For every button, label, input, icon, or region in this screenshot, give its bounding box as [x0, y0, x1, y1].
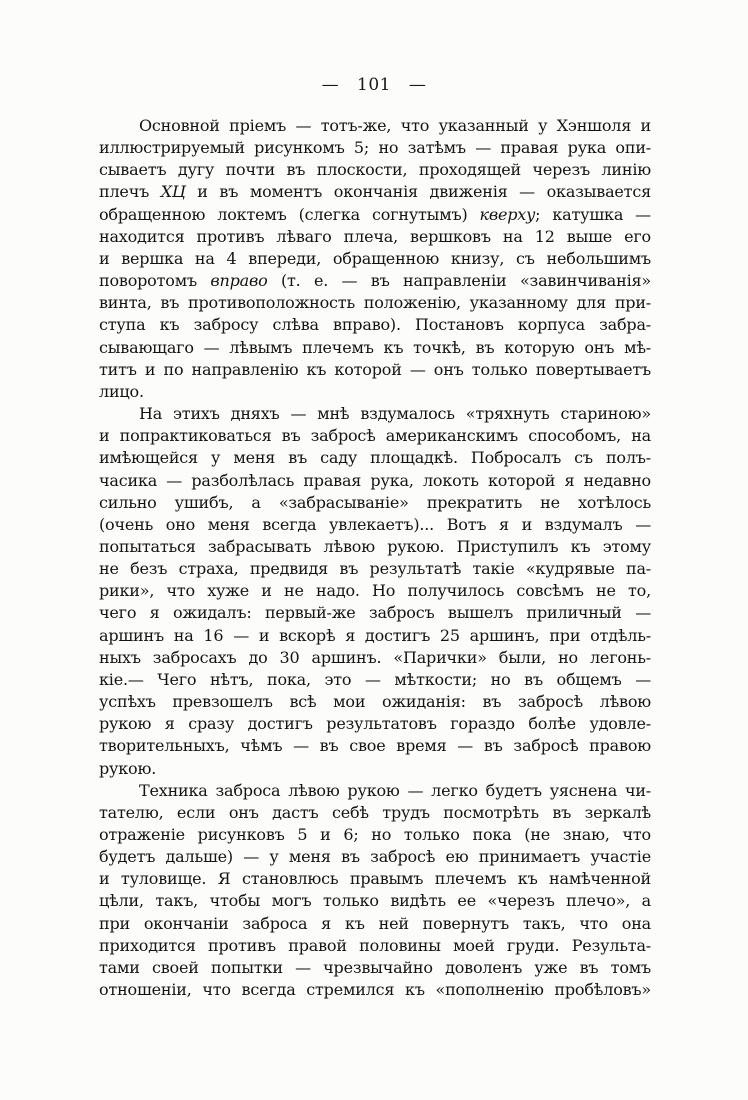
- line-segment-italic: ХЦ: [160, 182, 186, 202]
- text-line: лицо.: [99, 381, 144, 401]
- text-line: и попрактиковаться въ забросѣ американскимъ способомъ, на: [99, 426, 651, 446]
- text-line: (очень оно меня всегда увлекаетъ)... Вотъ я и вздумалъ —: [99, 514, 651, 534]
- line-segment-italic: кверху: [479, 204, 536, 224]
- text-line: рукою я сразу достигъ результатовъ гораздо болѣе удовле-: [99, 714, 651, 734]
- text-line: [99, 204, 651, 226]
- text-line: сильно ушибъ, а «забрасываніе» прекратить не хотѣлось: [99, 492, 651, 512]
- text-line: и туловище. Я становлюсь правымъ плечемъ къ намѣченной: [99, 869, 651, 889]
- text-line: при окончаніи заброса я къ ней повернутъ такъ, что она: [99, 913, 651, 933]
- text-block: [99, 115, 651, 1001]
- text-line: рики», что хуже и не надо. Но получилось совсѣмъ не то,: [99, 581, 651, 601]
- line-segment: (т. е. — въ направленіи «завинчиванія»: [267, 271, 651, 291]
- text-line: рукою.: [99, 758, 157, 778]
- text-line: На этихъ дняхъ — мнѣ вздумалось «тряхнуть стариною»: [139, 404, 651, 424]
- line-segment: обращенною локтемъ (слегка согнутымъ): [99, 204, 480, 224]
- text-line: находится противъ лѣваго плеча, вершковъ на 12 выше его: [99, 226, 651, 246]
- paragraph: [99, 403, 651, 780]
- text-line: часика — разболѣлась правая рука, локоть которой я недавно: [99, 470, 651, 490]
- text-line: будетъ дальше) — у меня въ забросѣ ею принимаетъ участіе: [99, 847, 651, 867]
- paragraph: [99, 780, 651, 1002]
- text-line: аршинъ на 16 — и вскорѣ я достигъ 25 аршинъ, при отдѣль-: [99, 625, 651, 645]
- page-number: — 101 —: [321, 75, 427, 95]
- text-line: сываетъ дугу почти въ плоскости, проходящей черезъ линію: [99, 160, 651, 180]
- line-segment: и въ моментъ окончанія движенія — оказывается: [185, 182, 651, 202]
- text-line: ступа къ забросу слѣва вправо). Постановъ корпуса забра-: [99, 315, 651, 335]
- text-line: Техника заброса лѣвою рукою — легко будетъ уяснена чи-: [139, 780, 651, 800]
- line-segment: поворотомъ: [99, 271, 211, 291]
- text-line: иллюстрируемый рисункомъ 5; но затѣмъ — правая рука опи-: [99, 138, 651, 158]
- text-line: титъ и по направленію къ которой — онъ только повертываетъ: [99, 359, 651, 379]
- text-line: [99, 270, 651, 292]
- text-line: цѣли, такъ, чтобы могъ только видѣть ее «черезъ плечо», а: [99, 891, 651, 911]
- text-line: попытаться забрасывать лѣвою рукою. Приступилъ къ этому: [99, 536, 651, 556]
- text-line: сывающаго — лѣвымъ плечемъ къ точкѣ, въ которую онъ мѣ-: [99, 337, 651, 357]
- text-line: чего я ожидалъ: первый-же забросъ вышелъ приличный —: [99, 603, 651, 623]
- text-line: Основной пріемъ — тотъ-же, что указанный у Хэншоля и: [139, 116, 651, 135]
- text-line: успѣхъ превзошелъ всѣ мои ожиданія: въ забросѣ лѣвою: [99, 692, 651, 712]
- text-line: творительныхъ, чѣмъ — въ свое время — въ забросѣ правою: [99, 736, 651, 756]
- text-line: и вершка на 4 впереди, обращенною книзу, съ небольшимъ: [99, 248, 651, 268]
- text-line: имѣющейся у меня въ саду площадкѣ. Побросалъ съ полъ-: [99, 448, 651, 468]
- text-line: отношеніи, что всегда стремился къ «пополненію пробѣловъ»: [99, 980, 651, 1000]
- paragraph: [99, 115, 651, 403]
- text-line: тателю, если онъ дастъ себѣ трудъ посмотрѣть въ зеркалѣ: [99, 802, 651, 822]
- text-line: винта, въ противоположность положенію, указанному для при-: [99, 293, 651, 313]
- text-line: ныхъ забросахъ до 30 аршинъ. «Парички» были, но легонь-: [99, 647, 651, 667]
- text-line: тами своей попытки — чрезвычайно доволенъ уже въ томъ: [99, 957, 651, 977]
- line-segment: ; катушка —: [535, 204, 651, 224]
- text-line: не безъ страха, предвидя въ результатѣ такіе «кудрявые па-: [99, 559, 651, 579]
- text-line: приходится противъ правой половины моей груди. Результа-: [99, 935, 651, 955]
- text-line: [99, 181, 651, 203]
- line-segment: плечъ: [99, 182, 161, 202]
- text-line: отраженіе рисунковъ 5 и 6; но только пока (не знаю, что: [99, 825, 651, 844]
- text-line: кіе.— Чего нѣтъ, пока, это — мѣткости; но въ общемъ —: [99, 669, 651, 689]
- line-segment-italic: вправо: [210, 271, 268, 291]
